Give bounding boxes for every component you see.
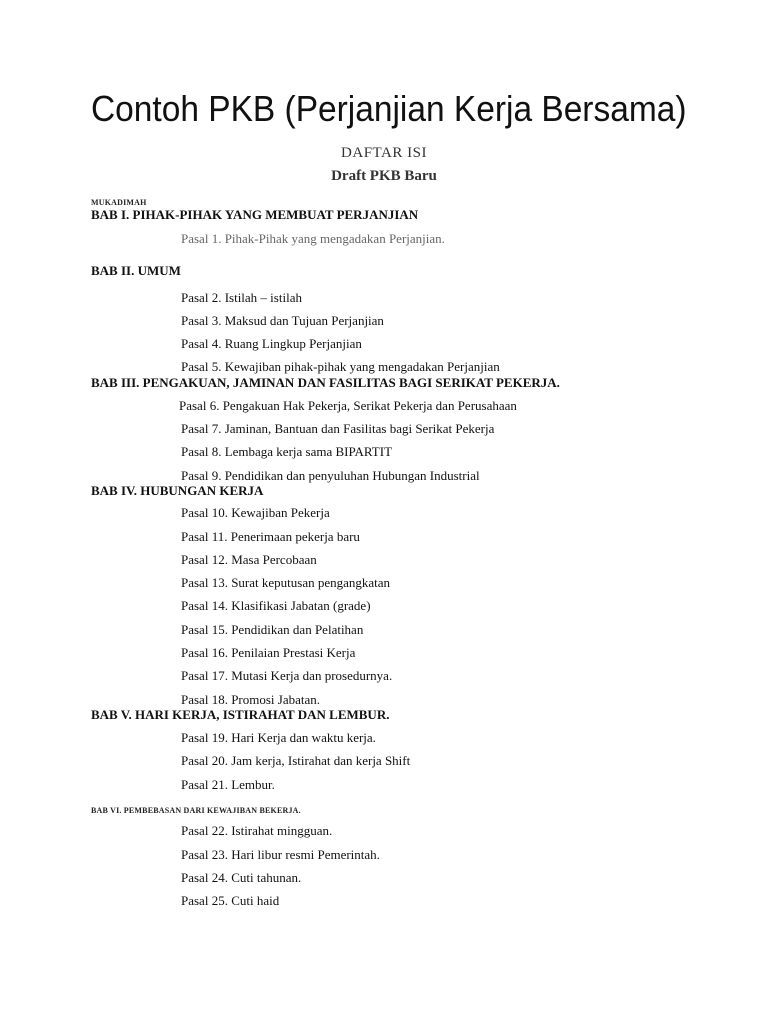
pasal-14-entry: Pasal 14. Klasifikasi Jabatan (grade) (181, 598, 371, 613)
document-title: Contoh PKB (Perjanjian Kerja Bersama) (91, 88, 687, 129)
pasal-19-entry: Pasal 19. Hari Kerja dan waktu kerja. (181, 730, 376, 745)
pasal-2-entry: Pasal 2. Istilah – istilah (181, 290, 302, 305)
pasal-22-entry: Pasal 22. Istirahat mingguan. (181, 823, 333, 838)
pasal-11-entry: Pasal 11. Penerimaan pekerja baru (181, 529, 360, 544)
bab-3-heading: BAB III. PENGAKUAN, JAMINAN DAN FASILITAS BAGI SERIKAT PEKERJA. (91, 375, 560, 390)
pasal-25-entry: Pasal 25. Cuti haid (181, 893, 280, 908)
pasal-12-entry: Pasal 12. Masa Percobaan (181, 552, 317, 567)
pasal-9-entry: Pasal 9. Pendidikan dan penyuluhan Hubungan Industrial (181, 468, 480, 483)
pasal-6-entry: Pasal 6. Pengakuan Hak Pekerja, Serikat Pekerja dan Perusahaan (179, 398, 517, 413)
pasal-17-entry: Pasal 17. Mutasi Kerja dan prosedurnya. (181, 668, 393, 683)
pasal-13-entry: Pasal 13. Surat keputusan pengangkatan (181, 575, 391, 590)
bab-1-heading: BAB I. PIHAK-PIHAK YANG MEMBUAT PERJANJIAN (91, 207, 419, 222)
pasal-4-entry: Pasal 4. Ruang Lingkup Perjanjian (181, 336, 362, 351)
pasal-3-entry: Pasal 3. Maksud dan Tujuan Perjanjian (181, 313, 384, 328)
bab-2-heading: BAB II. UMUM (91, 263, 181, 278)
pasal-21-entry: Pasal 21. Lembur. (181, 777, 275, 792)
toc-subheading: Draft PKB Baru (331, 168, 437, 184)
pasal-18-entry: Pasal 18. Promosi Jabatan. (181, 692, 321, 707)
pasal-16-entry: Pasal 16. Penilaian Prestasi Kerja (181, 645, 356, 660)
pasal-5-entry: Pasal 5. Kewajiban pihak-pihak yang mengadakan Perjanjian (181, 359, 500, 374)
pasal-10-entry: Pasal 10. Kewajiban Pekerja (181, 505, 330, 520)
pasal-15-entry: Pasal 15. Pendidikan dan Pelatihan (181, 622, 364, 637)
bab-6-heading: BAB VI. PEMBEBASAN DARI KEWAJIBAN BEKERJA. (91, 806, 301, 815)
pasal-20-entry: Pasal 20. Jam kerja, Istirahat dan kerja Shift (181, 753, 411, 768)
mukadimah-entry: MUKADIMAH (91, 198, 147, 207)
bab-4-heading: BAB IV. HUBUNGAN KERJA (91, 483, 264, 498)
pasal-7-entry: Pasal 7. Jaminan, Bantuan dan Fasilitas bagi Serikat Pekerja (181, 421, 495, 436)
pasal-8-entry: Pasal 8. Lembaga kerja sama BIPARTIT (181, 444, 393, 459)
pasal-1-entry: Pasal 1. Pihak-Pihak yang mengadakan Perjanjian. (181, 231, 445, 246)
pasal-24-entry: Pasal 24. Cuti tahunan. (181, 870, 302, 885)
toc-heading: DAFTAR ISI (341, 145, 427, 161)
pasal-23-entry: Pasal 23. Hari libur resmi Pemerintah. (181, 847, 380, 862)
bab-5-heading: BAB V. HARI KERJA, ISTIRAHAT DAN LEMBUR. (91, 707, 390, 722)
